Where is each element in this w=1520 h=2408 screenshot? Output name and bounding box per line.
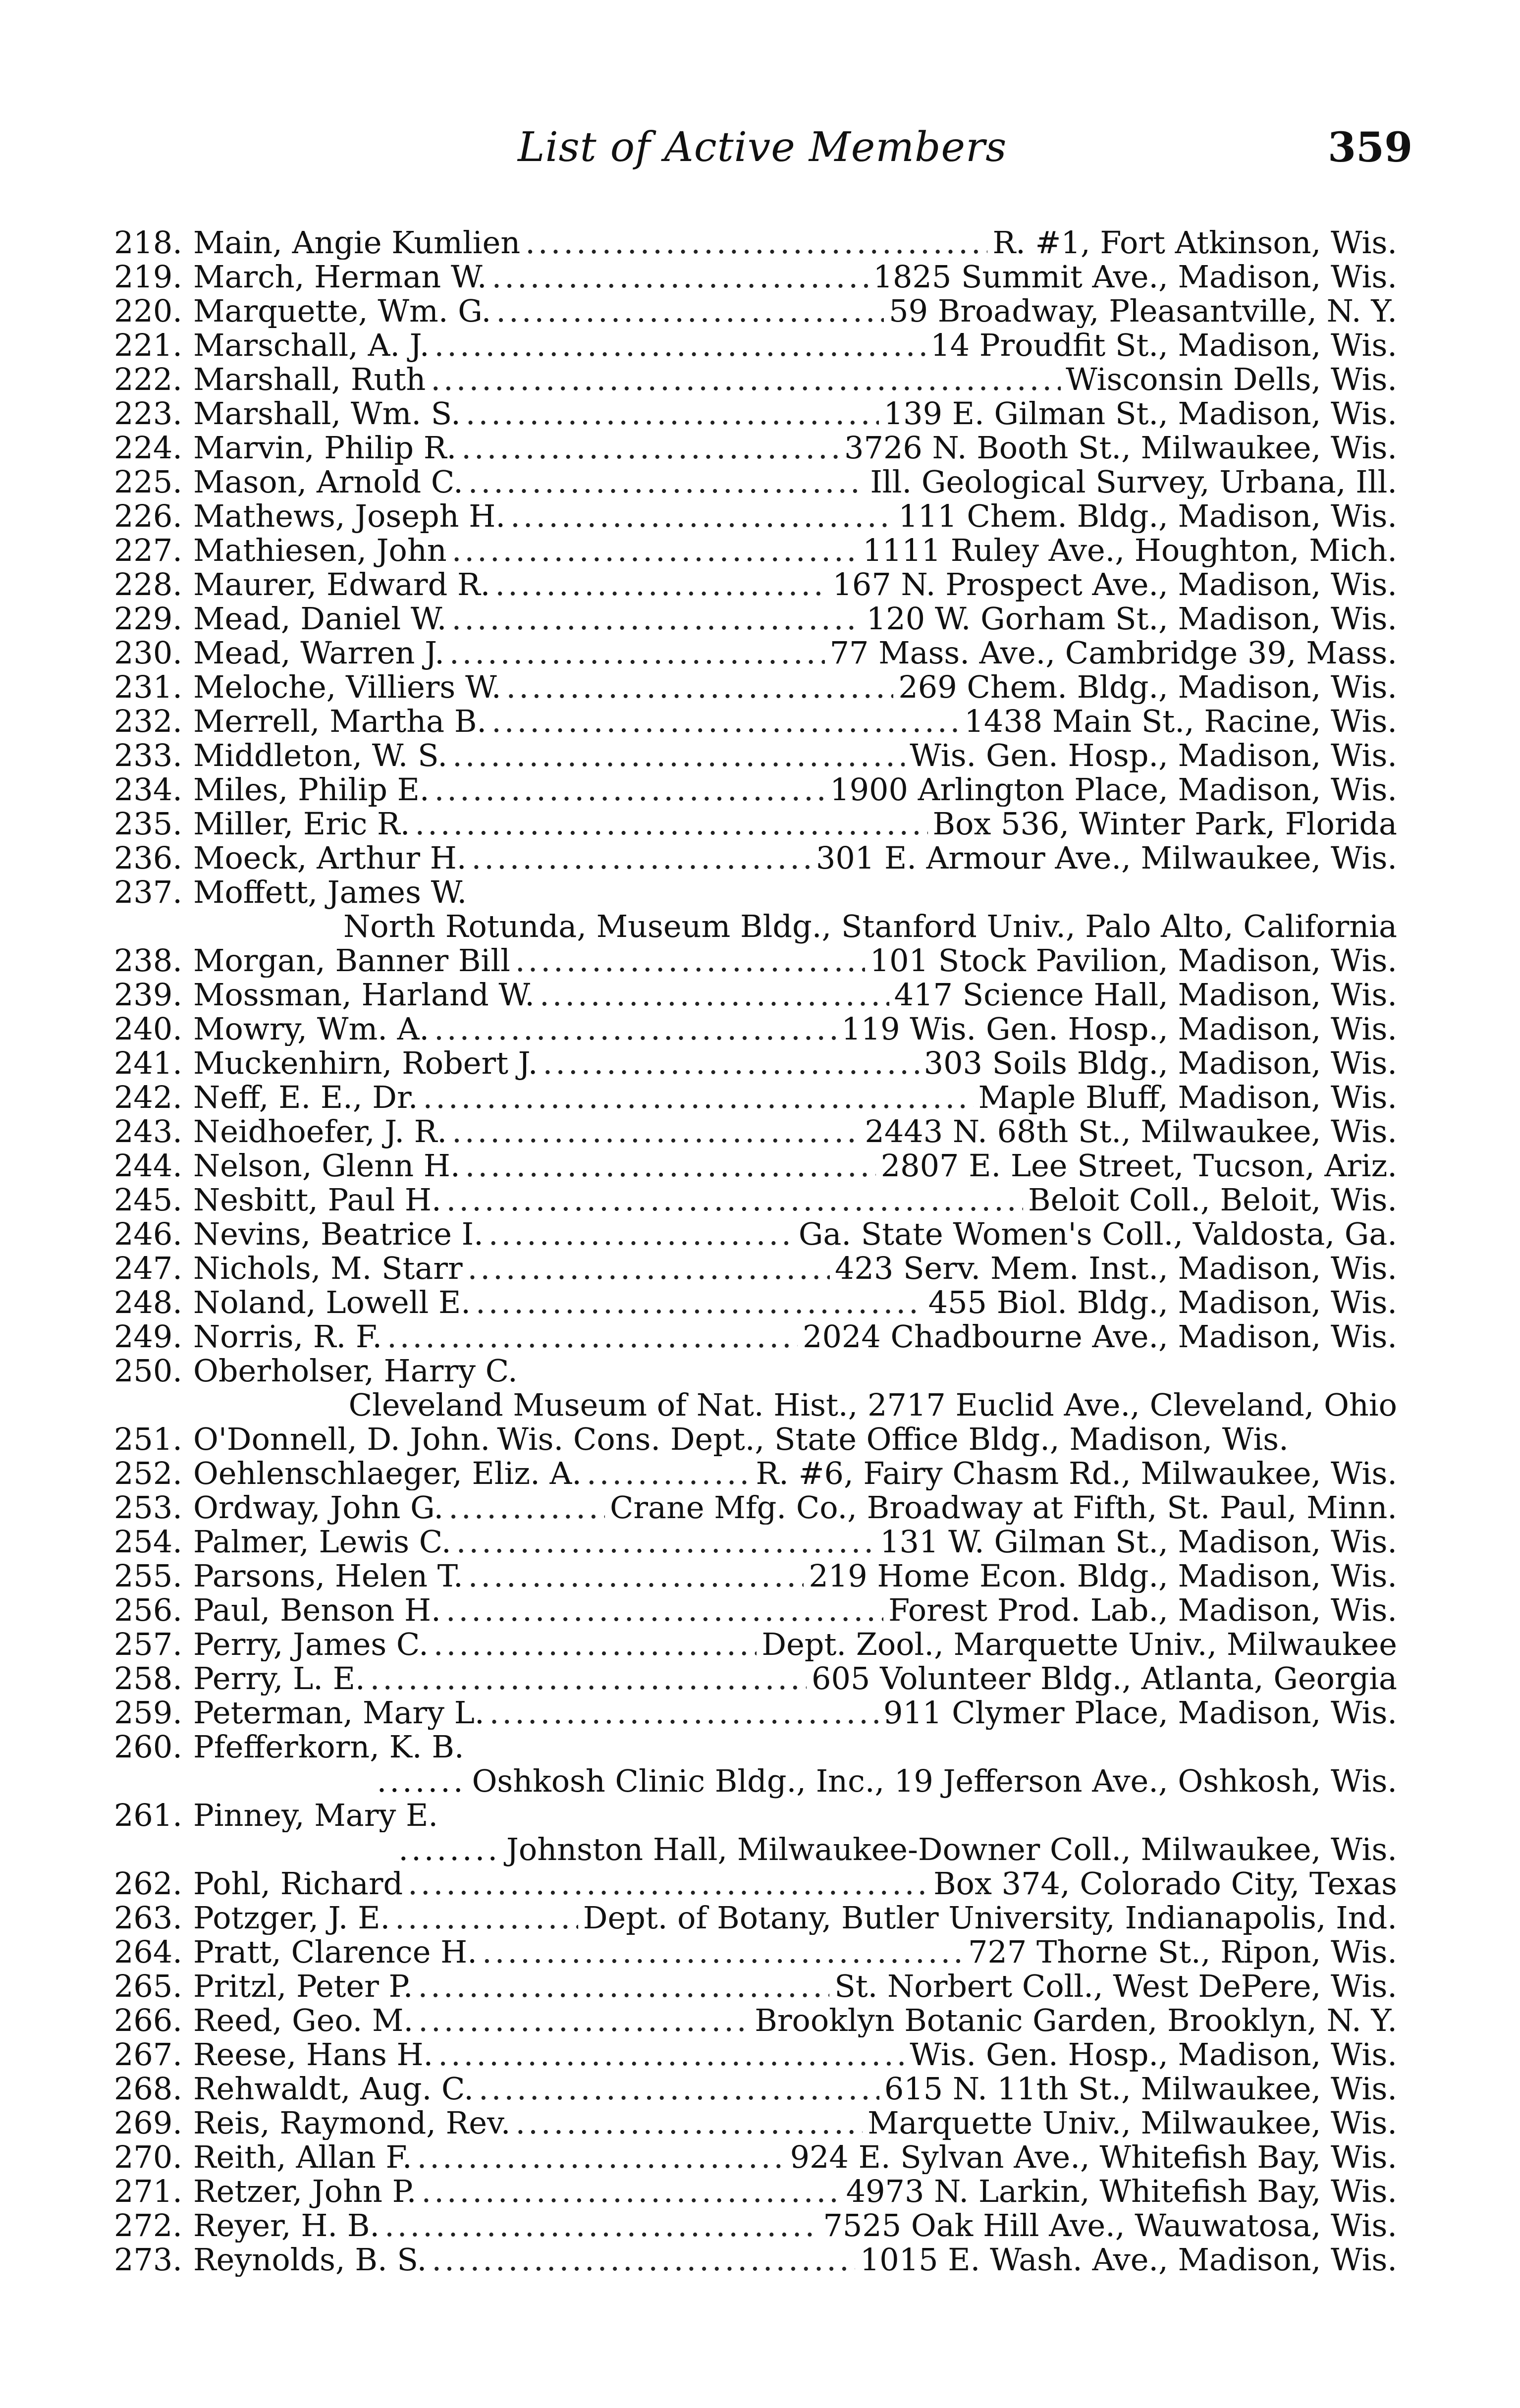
dot-leader — [468, 465, 866, 499]
member-entry — [109, 1730, 1397, 1764]
member-address: 167 N. Prospect Ave., Madison, Wis. — [832, 567, 1397, 602]
member-number: 264. — [113, 1935, 182, 1969]
dot-leader — [525, 225, 987, 260]
member-entry — [109, 2106, 1397, 2140]
member-address: Wis. Gen. Hosp., Madison, Wis. — [910, 2037, 1397, 2072]
member-entry — [109, 1798, 1397, 1832]
member-name: Nichols, M. Starr — [193, 1251, 463, 1285]
member-number: 247. — [113, 1251, 182, 1285]
member-address: Marquette Univ., Milwaukee, Wis. — [868, 2106, 1397, 2140]
member-number: 228. — [113, 567, 182, 602]
member-entry — [109, 2072, 1397, 2106]
member-entry — [109, 1456, 1397, 1490]
member-entry — [109, 1935, 1397, 1969]
member-entry — [109, 2003, 1397, 2037]
member-name: Main, Angie Kumlien — [193, 225, 521, 260]
member-address: 139 E. Gilman St., Madison, Wis. — [883, 396, 1397, 431]
member-number: 219. — [113, 260, 182, 294]
member-number: 262. — [113, 1866, 182, 1901]
member-address: Dept. of Botany, Butler University, Indianapolis, Ind. — [583, 1901, 1397, 1935]
dot-leader — [466, 396, 879, 431]
member-number: 238. — [113, 943, 182, 978]
member-entry — [109, 1149, 1397, 1183]
member-address: 131 W. Gilman St., Madison, Wis. — [880, 1525, 1397, 1559]
member-address: 615 N. 11th St., Milwaukee, Wis. — [884, 2072, 1397, 2106]
member-address: 303 Soils Bldg., Madison, Wis. — [923, 1046, 1397, 1080]
member-name: Neidhoefer, J. R. — [193, 1114, 447, 1149]
member-number: 269. — [113, 2106, 182, 2140]
member-name: Miller, Eric R. — [193, 807, 410, 841]
member-name: Ordway, John G. — [193, 1490, 444, 1525]
dot-leader — [432, 2243, 855, 2277]
continuation-text: North Rotunda, Museum Bldg., Stanford Univ., Palo Alto, California — [343, 908, 1397, 944]
member-address: Wis. Cons. Dept., State Office Bldg., Madison, Wis. — [497, 1422, 1289, 1456]
member-number: 232. — [113, 704, 182, 738]
member-name: Neff, E. E., Dr. — [193, 1080, 418, 1114]
member-number: 261. — [113, 1798, 182, 1832]
member-name: Moffett, James W. — [193, 875, 467, 909]
member-number: 239. — [113, 978, 182, 1012]
member-number: 260. — [113, 1730, 182, 1764]
member-address: Brooklyn Botanic Garden, Brooklyn, N. Y. — [755, 2003, 1397, 2037]
member-entry — [109, 1319, 1397, 1354]
member-number: 263. — [113, 1901, 182, 1935]
continuation-text: Oshkosh Clinic Bldg., Inc., 19 Jefferson Ave., Oshkosh, Wis. — [472, 1763, 1397, 1799]
member-entry — [109, 362, 1397, 396]
member-entry — [109, 2037, 1397, 2072]
member-number: 234. — [113, 772, 182, 807]
member-address: 2807 E. Lee Street, Tucson, Ariz. — [880, 1149, 1397, 1183]
member-entry — [109, 1593, 1397, 1627]
member-address-continuation — [109, 1832, 1397, 1866]
member-address: St. Norbert Coll., West DePere, Wis. — [834, 1969, 1397, 2003]
member-name: Mowry, Wm. A. — [193, 1012, 430, 1046]
dot-leader — [431, 362, 1061, 396]
member-entry — [109, 704, 1397, 738]
member-name: Reed, Geo. M. — [193, 2003, 414, 2037]
member-number: 258. — [113, 1661, 182, 1696]
continuation-text: Cleveland Museum of Nat. Hist., 2717 Euclid Ave., Cleveland, Ohio — [348, 1387, 1397, 1423]
member-number: 265. — [113, 1969, 182, 2003]
member-address: 727 Thorne St., Ripon, Wis. — [968, 1935, 1397, 1969]
member-entry — [109, 1285, 1397, 1319]
member-entry — [109, 2174, 1397, 2208]
dot-leader — [418, 1969, 829, 2003]
page-title: List of Active Members — [518, 124, 1007, 171]
member-entry — [109, 807, 1397, 841]
dot-leader — [418, 2003, 750, 2037]
member-address: 120 W. Gorham St., Madison, Wis. — [866, 602, 1397, 636]
dot-leader — [434, 772, 825, 807]
member-entry — [109, 636, 1397, 670]
member-number: 220. — [113, 294, 182, 328]
dot-leader — [456, 1525, 875, 1559]
member-entry — [109, 431, 1397, 465]
member-name: Mead, Warren J. — [193, 636, 444, 670]
member-number: 271. — [113, 2174, 182, 2208]
member-number: 233. — [113, 738, 182, 772]
member-number: 241. — [113, 1046, 182, 1080]
dot-leader — [496, 294, 884, 328]
member-address: R. #6, Fairy Chasm Rd., Milwaukee, Wis. — [756, 1456, 1397, 1490]
member-address: 77 Mass. Ave., Cambridge 39, Mass. — [829, 636, 1397, 670]
member-name: Moeck, Arthur H. — [193, 841, 467, 875]
member-name: Peterman, Mary L. — [193, 1696, 485, 1730]
member-name: Perry, James C. — [193, 1627, 429, 1661]
member-number: 257. — [113, 1627, 182, 1661]
member-name: Reis, Raymond, Rev. — [193, 2106, 511, 2140]
member-address: R. #1, Fort Atkinson, Wis. — [992, 225, 1397, 260]
member-number: 223. — [113, 396, 182, 431]
dot-leader — [506, 670, 894, 704]
member-entry — [109, 1969, 1397, 2003]
member-entry — [109, 602, 1397, 636]
member-entry — [109, 1696, 1397, 1730]
member-name: Pohl, Richard — [193, 1866, 403, 1901]
member-address: 1825 Summit Ave., Madison, Wis. — [873, 260, 1397, 294]
member-number: 248. — [113, 1285, 182, 1319]
member-name: Perry, L. E. — [193, 1661, 365, 1696]
member-number: 273. — [113, 2243, 182, 2277]
member-address-continuation — [109, 1764, 1397, 1798]
member-entry — [109, 2243, 1397, 2277]
member-number: 253. — [113, 1490, 182, 1525]
member-name: Retzer, John P. — [193, 2174, 417, 2208]
dot-leader — [461, 431, 839, 465]
member-entry — [109, 1627, 1397, 1661]
member-entry — [109, 1114, 1397, 1149]
dot-leader — [452, 738, 905, 772]
continuation-leader: ....... — [377, 1763, 466, 1799]
member-name: Oehlenschlaeger, Eliz. A. — [193, 1456, 582, 1490]
member-address: 111 Chem. Bldg., Madison, Wis. — [898, 499, 1397, 533]
dot-leader — [482, 1935, 963, 1969]
member-address: 605 Volunteer Bldg., Atlanta, Georgia — [812, 1661, 1397, 1696]
member-number: 256. — [113, 1593, 182, 1627]
member-number: 225. — [113, 465, 182, 499]
member-address: Wis. Gen. Hosp., Madison, Wis. — [910, 738, 1397, 772]
dot-leader — [587, 1456, 751, 1490]
member-entry — [109, 294, 1397, 328]
member-address: Dept. Zool., Marquette Univ., Milwaukee — [761, 1627, 1397, 1661]
member-address: 924 E. Sylvan Ave., Whitefish Bay, Wis. — [790, 2140, 1397, 2174]
dot-leader — [438, 2037, 905, 2072]
member-number: 245. — [113, 1183, 182, 1217]
member-number: 266. — [113, 2003, 182, 2037]
member-number: 229. — [113, 602, 182, 636]
member-name: Marschall, A. J. — [193, 328, 430, 362]
member-number: 235. — [113, 807, 182, 841]
member-name: March, Herman W. — [193, 260, 487, 294]
member-list — [109, 225, 1397, 2277]
member-address: 1015 E. Wash. Ave., Madison, Wis. — [860, 2243, 1397, 2277]
member-address-continuation — [109, 909, 1397, 943]
member-address: Ill. Geological Survey, Urbana, Ill. — [870, 465, 1397, 499]
member-address: 2024 Chadbourne Ave., Madison, Wis. — [803, 1319, 1397, 1354]
member-number: 267. — [113, 2037, 182, 2072]
page-header — [0, 124, 1520, 188]
member-entry — [109, 2208, 1397, 2243]
member-entry — [109, 1251, 1397, 1285]
member-name: Mathews, Joseph H. — [193, 499, 506, 533]
member-address: 1438 Main St., Racine, Wis. — [964, 704, 1397, 738]
member-name: Meloche, Villiers W. — [193, 670, 501, 704]
member-address: Forest Prod. Lab., Madison, Wis. — [888, 1593, 1397, 1627]
member-name: Nevins, Beatrice I. — [193, 1217, 484, 1251]
member-name: Middleton, W. S. — [193, 738, 448, 772]
member-entry — [109, 1046, 1397, 1080]
dot-leader — [417, 2140, 785, 2174]
member-address: Maple Bluff, Madison, Wis. — [978, 1080, 1397, 1114]
member-address: Crane Mfg. Co., Broadway at Fifth, St. Paul, Minn. — [609, 1490, 1397, 1525]
dot-leader — [384, 2208, 818, 2243]
member-number: 270. — [113, 2140, 182, 2174]
member-number: 222. — [113, 362, 182, 396]
member-name: Paul, Benson H. — [193, 1593, 441, 1627]
member-name: Noland, Lowell E. — [193, 1285, 471, 1319]
member-name: Pratt, Clarence H. — [193, 1935, 477, 1969]
member-name: Nelson, Glenn H. — [193, 1149, 460, 1183]
member-number: 246. — [113, 1217, 182, 1251]
dot-leader — [489, 1696, 878, 1730]
member-address: Ga. State Women's Coll., Valdosta, Ga. — [798, 1217, 1397, 1251]
member-name: Pritzl, Peter P. — [193, 1969, 413, 2003]
dot-leader — [468, 1251, 830, 1285]
member-address: 423 Serv. Mem. Inst., Madison, Wis. — [834, 1251, 1397, 1285]
member-entry — [109, 875, 1397, 909]
member-name: Rehwaldt, Aug. C. — [193, 2072, 474, 2106]
member-name: Reyer, H. B. — [193, 2208, 380, 2243]
member-name: Marshall, Ruth — [193, 362, 426, 396]
dot-leader — [434, 1012, 836, 1046]
dot-leader — [476, 1285, 923, 1319]
member-name: Muckenhirn, Robert J. — [193, 1046, 538, 1080]
dot-leader — [491, 704, 959, 738]
member-entry — [109, 1901, 1397, 1935]
member-name: Palmer, Lewis C. — [193, 1525, 451, 1559]
member-number: 255. — [113, 1559, 182, 1593]
member-entry — [109, 260, 1397, 294]
dot-leader — [395, 1901, 578, 1935]
member-number: 250. — [113, 1354, 182, 1388]
member-address: 1111 Ruley Ave., Houghton, Mich. — [863, 533, 1397, 567]
member-address: 301 E. Armour Ave., Milwaukee, Wis. — [815, 841, 1397, 875]
member-number: 227. — [113, 533, 182, 567]
member-entry — [109, 1525, 1397, 1559]
member-name: Reith, Allan F. — [193, 2140, 412, 2174]
dot-leader — [543, 1046, 919, 1080]
member-address: Box 374, Colorado City, Texas — [933, 1866, 1397, 1901]
member-name: Marshall, Wm. S. — [193, 396, 461, 431]
dot-leader — [423, 1080, 974, 1114]
member-number: 252. — [113, 1456, 182, 1490]
dot-leader — [465, 1149, 876, 1183]
member-address: 3726 N. Booth St., Milwaukee, Wis. — [844, 431, 1397, 465]
member-name: Mathiesen, John — [193, 533, 447, 567]
dot-leader — [515, 943, 865, 978]
member-number: 268. — [113, 2072, 182, 2106]
dot-leader — [479, 2072, 879, 2106]
page-number: 359 — [1328, 124, 1413, 171]
member-address: 2443 N. 68th St., Milwaukee, Wis. — [865, 1114, 1397, 1149]
dot-leader — [449, 636, 825, 670]
member-name: Morgan, Banner Bill — [193, 943, 510, 978]
member-name: Mason, Arnold C. — [193, 465, 463, 499]
member-address: 101 Stock Pavilion, Madison, Wis. — [869, 943, 1397, 978]
member-entry — [109, 1183, 1397, 1217]
dot-leader — [452, 533, 858, 567]
member-entry — [109, 943, 1397, 978]
member-entry — [109, 978, 1397, 1012]
member-entry — [109, 670, 1397, 704]
member-entry — [109, 841, 1397, 875]
member-number: 230. — [113, 636, 182, 670]
continuation-text: Johnston Hall, Milwaukee-Downer Coll., Milwaukee, Wis. — [506, 1831, 1397, 1867]
member-entry — [109, 1661, 1397, 1696]
member-name: Oberholser, Harry C. — [193, 1354, 518, 1388]
member-entry — [109, 1422, 1397, 1456]
member-entry — [109, 738, 1397, 772]
member-name: Norris, R. F. — [193, 1319, 382, 1354]
member-name: Marquette, Wm. G. — [193, 294, 491, 328]
member-number: 243. — [113, 1114, 182, 1149]
dot-leader — [448, 1490, 605, 1525]
member-entry — [109, 225, 1397, 260]
member-entry — [109, 328, 1397, 362]
dot-leader — [489, 1217, 794, 1251]
member-number: 249. — [113, 1319, 182, 1354]
dot-leader — [422, 2174, 841, 2208]
dot-leader — [472, 841, 811, 875]
member-name: Parsons, Helen T. — [193, 1559, 463, 1593]
member-address: 1900 Arlington Place, Madison, Wis. — [830, 772, 1397, 807]
dot-leader — [452, 602, 862, 636]
member-number: 251. — [113, 1422, 182, 1456]
member-name: Maurer, Edward R. — [193, 567, 490, 602]
member-address-continuation — [109, 1388, 1397, 1422]
member-address: 269 Chem. Bldg., Madison, Wis. — [898, 670, 1397, 704]
member-entry — [109, 1559, 1397, 1593]
dot-leader — [495, 567, 827, 602]
member-address: 455 Biol. Bldg., Madison, Wis. — [928, 1285, 1397, 1319]
member-entry — [109, 533, 1397, 567]
member-entry — [109, 499, 1397, 533]
member-entry — [109, 465, 1397, 499]
member-name: Marvin, Philip R. — [193, 431, 457, 465]
member-name: O'Donnell, D. John. — [193, 1422, 490, 1456]
member-entry — [109, 1354, 1397, 1388]
dot-leader — [446, 1593, 883, 1627]
dot-leader — [510, 499, 893, 533]
dot-leader — [492, 260, 869, 294]
member-entry — [109, 1080, 1397, 1114]
member-entry — [109, 1012, 1397, 1046]
dot-leader — [434, 328, 926, 362]
dot-leader — [446, 1183, 1023, 1217]
member-number: 231. — [113, 670, 182, 704]
member-number: 226. — [113, 499, 182, 533]
member-number: 244. — [113, 1149, 182, 1183]
member-number: 218. — [113, 225, 182, 260]
member-address: 4973 N. Larkin, Whitefish Bay, Wis. — [846, 2174, 1397, 2208]
member-name: Nesbitt, Paul H. — [193, 1183, 441, 1217]
member-name: Potzger, J. E. — [193, 1901, 390, 1935]
member-entry — [109, 772, 1397, 807]
member-address: 911 Clymer Place, Madison, Wis. — [883, 1696, 1397, 1730]
member-name: Reynolds, B. S. — [193, 2243, 427, 2277]
member-number: 242. — [113, 1080, 182, 1114]
member-name: Merrell, Martha B. — [193, 704, 487, 738]
member-address: 7525 Oak Hill Ave., Wauwatosa, Wis. — [823, 2208, 1397, 2243]
dot-leader — [408, 1866, 928, 1901]
member-number: 236. — [113, 841, 182, 875]
member-address: 59 Broadway, Pleasantville, N. Y. — [889, 294, 1397, 328]
member-address: Wisconsin Dells, Wis. — [1066, 362, 1397, 396]
member-address: 119 Wis. Gen. Hosp., Madison, Wis. — [841, 1012, 1397, 1046]
member-name: Reese, Hans H. — [193, 2037, 434, 2072]
dot-leader — [452, 1114, 860, 1149]
member-name: Mossman, Harland W. — [193, 978, 535, 1012]
continuation-leader: ........ — [398, 1831, 501, 1867]
member-entry — [109, 1217, 1397, 1251]
dot-leader — [387, 1319, 798, 1354]
member-name: Mead, Daniel W. — [193, 602, 447, 636]
member-address: 14 Proudfit St., Madison, Wis. — [930, 328, 1397, 362]
member-entry — [109, 1866, 1397, 1901]
member-name: Pfefferkorn, K. B. — [193, 1730, 464, 1764]
member-name: Pinney, Mary E. — [193, 1798, 438, 1832]
dot-leader — [370, 1661, 807, 1696]
member-number: 272. — [113, 2208, 182, 2243]
member-address: Beloit Coll., Beloit, Wis. — [1028, 1183, 1397, 1217]
member-address: 219 Home Econ. Bldg., Madison, Wis. — [809, 1559, 1397, 1593]
dot-leader — [415, 807, 927, 841]
member-name: Miles, Philip E. — [193, 772, 430, 807]
member-number: 237. — [113, 875, 182, 909]
member-entry — [109, 2140, 1397, 2174]
member-entry — [109, 396, 1397, 431]
member-number: 259. — [113, 1696, 182, 1730]
member-number: 224. — [113, 431, 182, 465]
member-address: 417 Science Hall, Madison, Wis. — [894, 978, 1397, 1012]
member-number: 221. — [113, 328, 182, 362]
member-entry — [109, 1490, 1397, 1525]
dot-leader — [540, 978, 889, 1012]
dot-leader — [468, 1559, 804, 1593]
dot-leader — [515, 2106, 863, 2140]
member-number: 254. — [113, 1525, 182, 1559]
member-address: Box 536, Winter Park, Florida — [932, 807, 1397, 841]
dot-leader — [434, 1627, 757, 1661]
member-number: 240. — [113, 1012, 182, 1046]
member-entry — [109, 567, 1397, 602]
